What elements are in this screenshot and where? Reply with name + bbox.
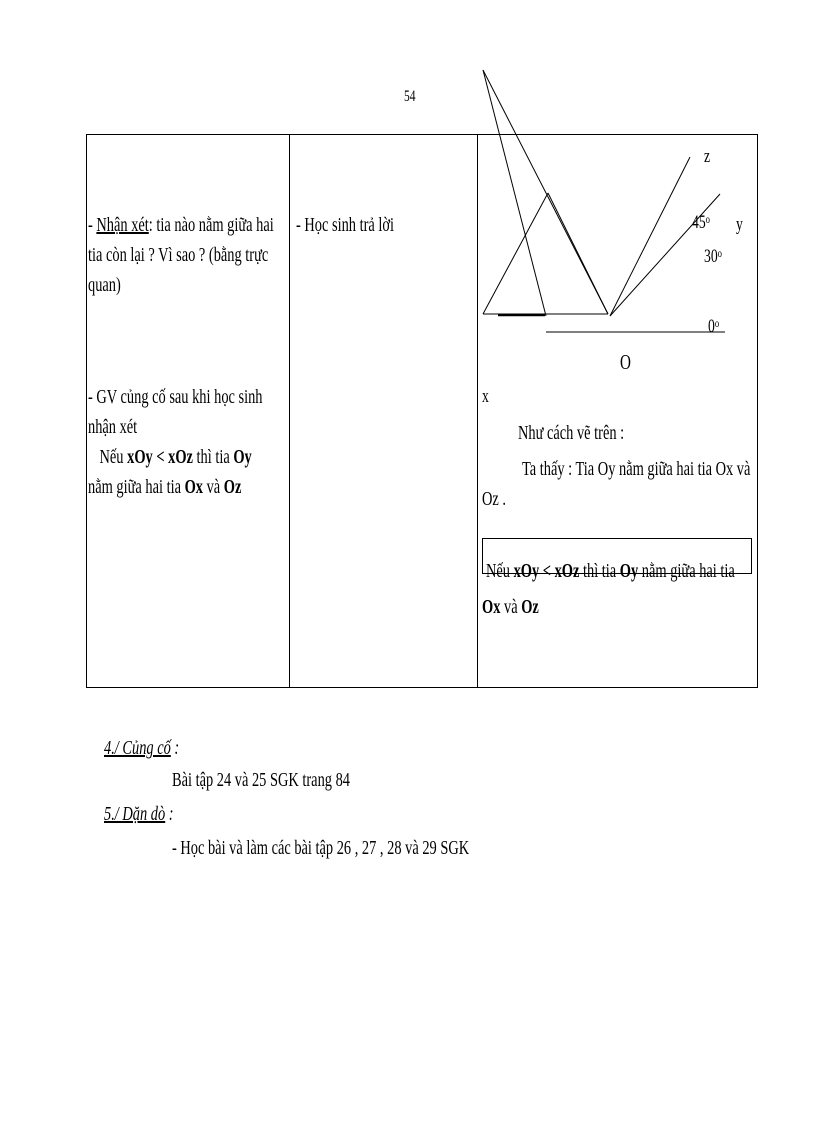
label-o: O (620, 350, 631, 374)
construction-line (483, 70, 546, 316)
construction-line (483, 70, 608, 314)
how-to-draw: Như cách vẽ trên : (518, 422, 625, 444)
conclusion-text-line-2: Ox và Oz (482, 596, 539, 618)
conclusion-text: Nếu xOy < xOz thì tia Oy nằm giữa hai tia (486, 560, 735, 582)
angle-label-45: 45$^o$ (692, 212, 710, 233)
section-4-item: Bài tập 24 và 25 SGK trang 84 (172, 769, 350, 791)
teacher-consolidation: - GV củng cố sau khi học sinh nhận xét Nếu xOy < xOz thì tia Oy nằm giữa hai tia Ox và Oz (88, 386, 263, 498)
label-z: z (704, 146, 711, 167)
observation-line-1: Ta thấy : Tia Oy nằm giữa hai tia Ox và (522, 458, 751, 480)
angle-label-0: 0$^o$ (708, 316, 720, 337)
section-5-heading: 5./ Dặn dò : (104, 803, 174, 825)
page-number: 54 (404, 88, 416, 105)
ray-oz (610, 157, 690, 316)
section-5-item: - Học bài và làm các bài tập 26 , 27 , 28 và 29 SGK (172, 837, 470, 859)
label-y: y (736, 214, 743, 235)
section-4-heading: 4./ Củng cố : (104, 737, 180, 759)
teacher-remark: - Nhận xét: tia nào nằm giữa hai tia còn lại ? Vì sao ? (bằng trực quan) (88, 214, 274, 296)
label-x: x (482, 386, 489, 407)
student-answer: - Học sinh trả lời (296, 214, 394, 236)
angle-label-30: 30$^o$ (704, 246, 722, 267)
construction-line (483, 193, 548, 314)
construction-line (548, 193, 608, 314)
observation-line-2: Oz . (482, 488, 506, 510)
